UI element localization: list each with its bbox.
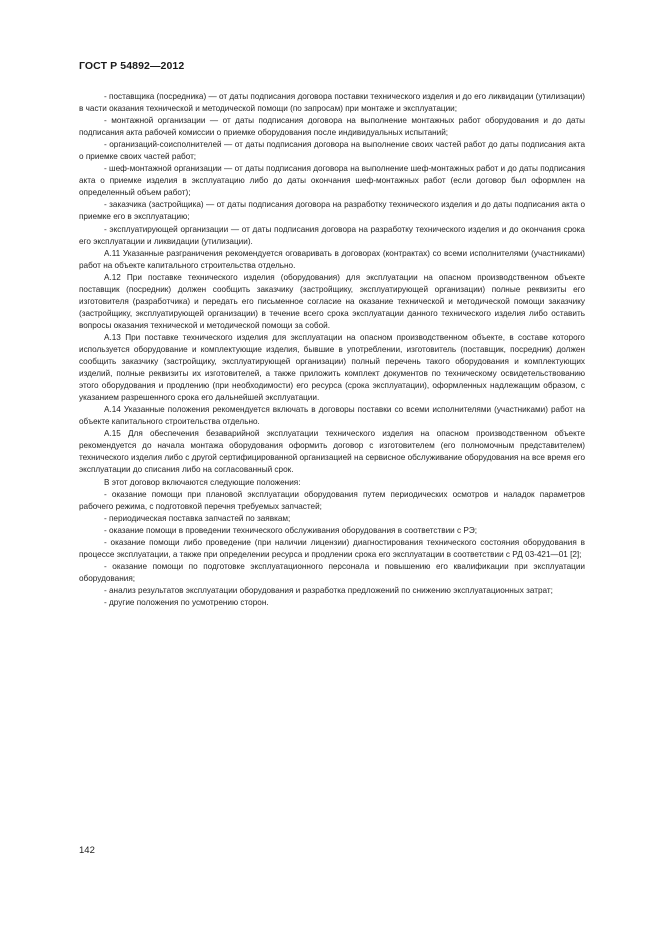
paragraph: - шеф-монтажной организации — от даты подписания договора на выполнение шеф-монтажных работ и до даты подписания акта о приемке изделия в эксплуатацию либо до даты окончания шеф-монтажных работ (если договор был оформлен на определенный объем работ); [79,164,585,198]
paragraph: - анализ результатов эксплуатации оборудования и разработка предложений по снижению эксплуатационных затрат; [104,585,553,595]
standard-header: ГОСТ Р 54892—2012 [79,60,185,72]
paragraph: А.12 При поставке технического изделия (оборудования) для эксплуатации на опасном производственном объекте поставщик (посредник) должен сообщить заказчику (застройщику, эксплуатирующей организации) полные реквизиты его изготовителя (разработчика) и передать его письменное согласие на оказание технической и методической помощи заказчику (застройщику, эксплуатирующей организации) в течение всего срока эксплуатации данного технического изделия либо оставить вопросы оказания технической и методической помощи за собой. [79,272,585,330]
paragraph: - другие положения по усмотрению сторон. [104,597,269,607]
paragraph: А.14 Указанные положения рекомендуется включать в договоры поставки со всеми исполнителями (участниками) работ на объекте капитального строительства отдельно. [79,405,585,427]
paragraph: - поставщика (посредника) — от даты подписания договора поставки технического изделия и до его ликвидации (утилизации) в части оказания технической и методической помощи (по запросам) при монтаже и эксплуатации; [79,92,585,114]
paragraph: - заказчика (застройщика) — от даты подписания договора на разработку технического изделия и до даты подписания акта о приемке его в эксплуатацию; [79,200,585,222]
paragraph: - оказание помощи либо проведение (при наличии лицензии) диагностирования технического состояния оборудования в процессе эксплуатации, а также при определении ресурса и продлении срока его эксплуатации в соответствии с РД 03-421—01 [2]; [79,537,585,559]
paragraph: - эксплуатирующей организации — от даты подписания договора на разработку технического изделия и до окончания срока его эксплуатации и ликвидации (утилизации). [79,224,585,246]
paragraph: А.13 При поставке технического изделия для эксплуатации на опасном производственном объекте, в составе которого используется оборудование и комплектующие изделия, бывшие в употреблении, изготовитель (поставщик, посредник) должен сообщить заказчику (застройщику, эксплуатирующей организации) полный перечень такого оборудования и комплектующих изделий, полные реквизиты их изготовителей, а также приложить комплект документов по техническому освидетельствованию этого оборудования и продлению (при необходимости) его ресурса (срока эксплуатации), оформленных надлежащим образом, с указанием разрешенного срока его дальнейшей эксплуатации. [79,332,585,403]
paragraph: А.15 Для обеспечения безаварийной эксплуатации технического изделия на опасном производственном объекте рекомендуется до начала монтажа оборудования оформить договор с изготовителем (его полномочным представителем) технического изделия либо с другой сертифицированной организацией на сервисное обслуживание оборудования на все время его эксплуатации до списания либо на согласованный срок. [79,429,585,475]
paragraph: - оказание помощи в проведении технического обслуживания оборудования в соответствии с РЭ; [104,525,478,535]
paragraph: - оказание помощи по подготовке эксплуатационного персонала и повышению его квалификации при эксплуатации оборудования; [79,561,585,583]
paragraph: В этот договор включаются следующие положения: [104,477,301,487]
paragraph: А.11 Указанные разграничения рекомендуется оговаривать в договорах (контрактах) со всеми исполнителями (участниками) работ на объекте капитального строительства отдельно. [79,248,585,270]
paragraph: - оказание помощи при плановой эксплуатации оборудования путем периодических осмотров и наладок параметров рабочего режима, с подготовкой перечня требуемых запчастей; [79,489,585,511]
page-number: 142 [79,845,95,856]
paragraph: - периодическая поставка запчастей по заявкам; [104,513,291,523]
paragraph: - организаций-соисполнителей — от даты подписания договора на выполнение своих частей работ до даты подписания акта о приемке своих частей работ; [79,140,585,162]
paragraph: - монтажной организации — от даты подписания договора на выполнение монтажных работ оборудования и до даты подписания акта рабочей комиссии о приемке оборудования после индивидуальных испытаний; [79,116,585,138]
document-body [79,91,585,609]
